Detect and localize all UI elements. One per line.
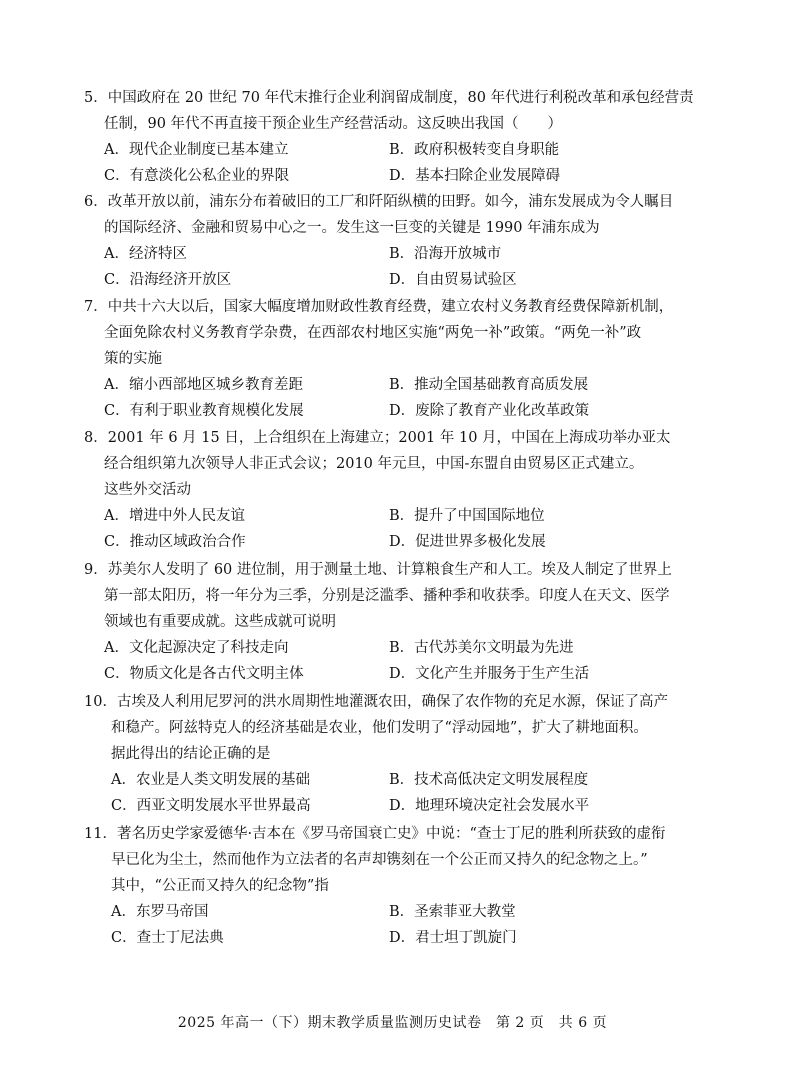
question-9-stem-line-2: 第一部太阳历，将一年分为三季，分别是泛滥季、播种季和收获季。印度人在天文、医学: [104, 588, 670, 604]
question-11-option-c: C．查士丁尼法典: [111, 930, 224, 946]
question-11-option-d: D．君士坦丁凯旋门: [389, 930, 517, 946]
question-9: [84, 557, 724, 687]
question-7: [84, 294, 724, 424]
question-10-option-d: D．地理环境决定社会发展水平: [389, 798, 590, 814]
question-10-option-c: C．西亚文明发展水平世界最高: [111, 798, 311, 814]
question-11: [84, 821, 724, 951]
question-7-option-d: D．废除了教育产业化改革政策: [389, 403, 590, 419]
question-11-option-b: B．圣索菲亚大教堂: [389, 904, 516, 920]
question-10-stem-line-1: 10．古埃及人利用尼罗河的洪水周期性地灌溉农田，确保了农作物的充足水源，保证了高产: [84, 694, 668, 710]
question-8-options-row-2: [84, 529, 724, 555]
question-5-option-c: C．有意淡化公私企业的界限: [104, 168, 290, 184]
question-10-options-row-2: [84, 793, 724, 819]
question-11-stem-line-3: 其中，“公正而又持久的纪念物”指: [111, 878, 329, 894]
question-7-stem-line-2: 全面免除农村义务教育学杂费，在西部农村地区实施“两免一补”政策。“两免一补”政: [104, 325, 642, 341]
question-9-options-row-1: [84, 635, 724, 661]
question-9-option-b: B．古代苏美尔文明最为先进: [389, 640, 574, 656]
question-11-stem-line-1: 11．著名历史学家爱德华·吉本在《罗马帝国衰亡史》中说：“查士丁尼的胜利所获致的虚衔: [84, 826, 666, 842]
question-8-stem-line-3: 这些外交活动: [104, 482, 191, 498]
question-5: [84, 85, 724, 189]
question-9-stem-line-3: 领域也有重要成就。这些成就可说明: [104, 614, 336, 630]
question-7-option-b: B．推动全国基础教育高质发展: [389, 377, 589, 393]
question-8-option-a: A．增进中外人民友谊: [104, 508, 245, 524]
question-9-option-a: A．文化起源决定了科技走向: [104, 640, 289, 656]
question-5-option-b: B．政府积极转变自身职能: [389, 142, 560, 158]
question-8-stem-line-1: 8．2001 年 6 月 15 日，上合组织在上海建立；2001 年 10 月，中国在上海成功举办亚太: [84, 430, 671, 446]
question-6-options-row-1: [84, 241, 724, 267]
question-8-option-c: C．推动区域政治合作: [104, 534, 246, 550]
question-8-option-d: D．促进世界多极化发展: [389, 534, 546, 550]
question-6-stem-line-2: 的国际经济、金融和贸易中心之一。发生这一巨变的关键是 1990 年浦东成为: [104, 220, 600, 236]
question-8-options-row-1: [84, 503, 724, 529]
question-10-option-b: B．技术高低决定文明发展程度: [389, 772, 589, 788]
question-9-option-d: D．文化产生并服务于生产生活: [389, 666, 590, 682]
question-10-option-a: A．农业是人类文明发展的基础: [111, 772, 310, 788]
question-6-option-d: D．自由贸易试验区: [389, 272, 517, 288]
question-10: [84, 689, 724, 819]
question-9-options-row-2: [84, 661, 724, 687]
question-5-options-row-1: [84, 137, 724, 163]
question-10-stem-line-2: 和稳产。阿兹特克人的经济基础是农业，他们发明了“浮动园地”，扩大了耕地面积。: [111, 720, 648, 736]
question-5-option-a: A．现代企业制度已基本建立: [104, 142, 289, 158]
question-7-options-row-1: [84, 372, 724, 398]
question-8: [84, 425, 724, 555]
question-7-option-c: C．有利于职业教育规模化发展: [104, 403, 304, 419]
question-5-stem-line-2: 任制，90 年代不再直接干预企业生产经营活动。这反映出我国（ ）: [104, 116, 563, 132]
question-11-stem-line-2: 早已化为尘土，然而他作为立法者的名声却镌刻在一个公正而又持久的纪念物之上。”: [111, 852, 648, 868]
question-6-option-a: A．经济特区: [104, 246, 187, 262]
question-7-stem-line-3: 策的实施: [104, 351, 162, 367]
question-6: [84, 189, 724, 293]
question-11-options-row-2: [84, 925, 724, 951]
question-7-stem-line-1: 7．中共十六大以后，国家大幅度增加财政性教育经费，建立农村义务教育经费保障新机制，: [84, 299, 674, 315]
question-10-stem-line-3: 据此得出的结论正确的是: [111, 746, 271, 762]
question-11-option-a: A．东罗马帝国: [111, 904, 209, 920]
question-6-option-b: B．沿海开放城市: [389, 246, 502, 262]
question-8-option-b: B．提升了中国国际地位: [389, 508, 545, 524]
question-6-options-row-2: [84, 267, 724, 293]
question-11-options-row-1: [84, 899, 724, 925]
question-6-option-c: C．沿海经济开放区: [104, 272, 232, 288]
question-9-option-c: C．物质文化是各古代文明主体: [104, 666, 304, 682]
question-7-option-a: A．缩小西部地区城乡教育差距: [104, 377, 303, 393]
question-6-stem-line-1: 6．改革开放以前，浦东分布着破旧的工厂和阡陌纵横的田野。如今，浦东发展成为令人瞩目: [84, 194, 674, 210]
question-5-options-row-2: [84, 163, 724, 189]
page-footer: 2025 年高一（下）期末教学质量监测历史试卷 第 2 页 共 6 页: [177, 1015, 608, 1031]
question-5-stem-line-1: 5．中国政府在 20 世纪 70 年代末推行企业利润留成制度，80 年代进行利税改革和承包经营责: [84, 90, 694, 106]
question-8-stem-line-2: 经合组织第九次领导人非正式会议；2010 年元旦，中国-东盟自由贸易区正式建立。: [104, 456, 644, 472]
question-5-option-d: D．基本扫除企业发展障碍: [389, 168, 561, 184]
question-10-options-row-1: [84, 767, 724, 793]
question-9-stem-line-1: 9．苏美尔人发明了 60 进位制，用于测量土地、计算粮食生产和人工。埃及人制定了世界上: [84, 562, 672, 578]
question-7-options-row-2: [84, 398, 724, 424]
